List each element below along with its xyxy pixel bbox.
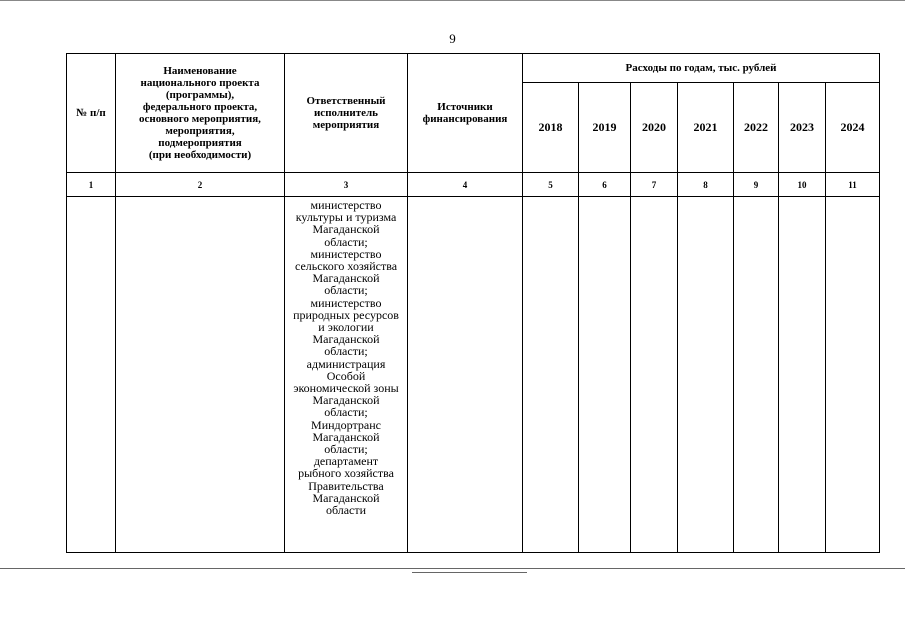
header-expenses: Расходы по годам, тыс. рублей <box>523 54 880 83</box>
column-number: 9 <box>734 173 779 197</box>
executor-line: Магаданской <box>312 332 380 347</box>
year-2021: 2021 <box>678 83 734 173</box>
executor-line: области; <box>324 234 368 249</box>
executor-line: Правительства <box>308 478 384 493</box>
executor-line: министерство <box>310 246 382 261</box>
column-number: 11 <box>826 173 880 197</box>
header-name-line: основного мероприятия, <box>139 113 261 125</box>
executor-line: области; <box>324 344 368 359</box>
page-number: 9 <box>449 31 456 46</box>
cell-num <box>67 197 116 553</box>
executor-line: департамент <box>313 454 379 469</box>
executor-line: области; <box>324 405 368 420</box>
budget-table <box>66 53 880 553</box>
executor-line: области; <box>324 283 368 298</box>
header-name-line: национального проекта <box>140 77 260 89</box>
cell-executor <box>285 197 408 553</box>
cell-name <box>116 197 285 553</box>
cell-2023 <box>779 197 826 553</box>
executor-line: природных ресурсов <box>293 307 399 322</box>
header-sources <box>408 54 523 173</box>
column-number: 7 <box>631 173 678 197</box>
year-2023: 2023 <box>779 83 826 173</box>
column-number: 5 <box>523 173 579 197</box>
header-sources-line: финансирования <box>422 113 508 125</box>
cell-2020 <box>631 197 678 553</box>
year-2022: 2022 <box>734 83 779 173</box>
header-name-line: (при необходимости) <box>148 149 252 161</box>
header-executor-line: Ответственный <box>306 95 386 107</box>
cell-2018 <box>523 197 579 553</box>
year-2024: 2024 <box>826 83 880 173</box>
bottom-rule <box>0 568 905 569</box>
column-number: 1 <box>67 173 116 197</box>
executor-line: министерство <box>310 295 382 310</box>
executor-line: Магаданской <box>312 222 380 237</box>
executor-line: экономической зоны <box>293 381 399 396</box>
header-name-line: подмероприятия <box>158 137 242 149</box>
executor-line: области <box>325 503 367 518</box>
executor-line: Миндортранс <box>311 417 381 432</box>
header-name-line: (программы), <box>165 89 235 101</box>
header-num: № п/п <box>67 54 116 173</box>
executor-line: и экологии <box>318 320 374 335</box>
header-name <box>116 54 285 173</box>
column-number: 2 <box>116 173 285 197</box>
executor-line: Магаданской <box>312 393 380 408</box>
column-number: 10 <box>779 173 826 197</box>
column-number: 3 <box>285 173 408 197</box>
executor-line: рыбного хозяйства <box>298 466 394 481</box>
header-executor-line: исполнитель <box>313 107 379 119</box>
cell-2021 <box>678 197 734 553</box>
cell-2024 <box>826 197 880 553</box>
cell-2019 <box>579 197 631 553</box>
cell-sources <box>408 197 523 553</box>
executor-line: области; <box>324 442 368 457</box>
column-number: 6 <box>579 173 631 197</box>
cell-2022 <box>734 197 779 553</box>
year-2020: 2020 <box>631 83 678 173</box>
executor-line: сельского хозяйства <box>294 259 398 274</box>
header-name-line: мероприятия, <box>165 125 235 137</box>
column-number: 8 <box>678 173 734 197</box>
top-rule <box>0 0 905 1</box>
header-name-line: Наименование <box>163 65 237 77</box>
executor-line: Магаданской <box>312 271 380 286</box>
executor-line: Магаданской <box>312 490 380 505</box>
year-2019: 2019 <box>579 83 631 173</box>
executor-line: культуры и туризма <box>295 210 397 225</box>
column-number: 4 <box>408 173 523 197</box>
header-sources-line: Источники <box>437 101 493 113</box>
bottom-short-rule <box>412 572 527 573</box>
header-executor-line: мероприятия <box>312 119 380 131</box>
executor-line: министерство <box>310 198 382 212</box>
year-2018: 2018 <box>523 83 579 173</box>
executor-line: Особой <box>326 368 366 383</box>
header-executor <box>285 54 408 173</box>
executor-line: администрация <box>306 356 386 371</box>
executor-line: Магаданской <box>312 429 380 444</box>
header-name-line: федерального проекта, <box>142 101 258 113</box>
